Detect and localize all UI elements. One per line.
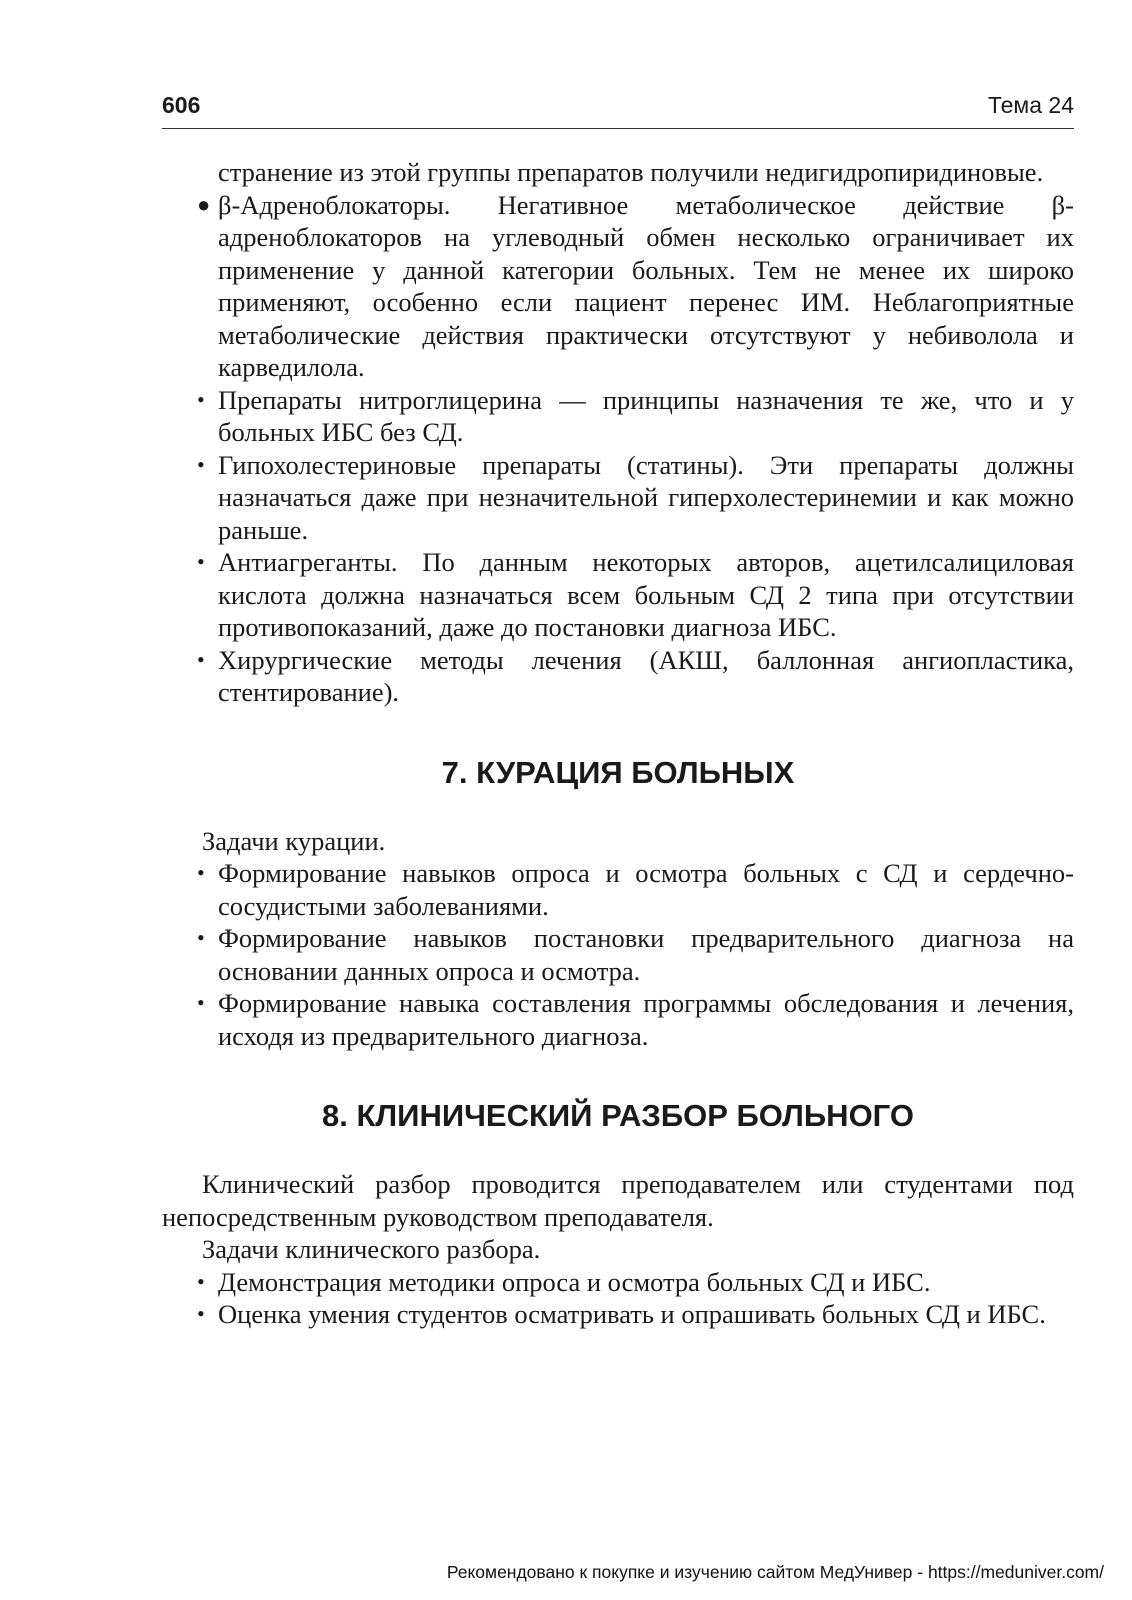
- bullet-icon: •: [197, 451, 205, 477]
- list-item: [162, 857, 1074, 922]
- list-item: [162, 546, 1074, 644]
- list-item-text: Препараты нитроглицерина — принципы назначения те же, что и у больных ИБС без СД.: [218, 384, 1074, 447]
- list-item-text: Формирование навыков опроса и осмотра больных с СД и сердечно-сосудистыми заболеваниями.: [218, 858, 1074, 921]
- list-item: [162, 449, 1074, 547]
- bullet-icon: •: [197, 549, 205, 574]
- page-header: [162, 88, 1074, 129]
- list-item-text: Оценка умения студентов осматривать и опрашивать больных СД и ИБС.: [218, 1299, 1046, 1329]
- running-head: Тема 24: [987, 92, 1074, 118]
- section-7-bullet-list: [162, 857, 1074, 1052]
- list-item: [162, 1266, 1074, 1299]
- section-8-bullet-list: [162, 1266, 1074, 1331]
- page-number: 606: [162, 92, 201, 118]
- bullet-icon: •: [197, 386, 205, 412]
- bullet-icon: •: [197, 1301, 205, 1326]
- list-item: [162, 987, 1074, 1052]
- intro-continuation: странение из этой группы препаратов получили недигидропиридиновые.: [218, 157, 1044, 187]
- bullet-icon: •: [197, 860, 205, 885]
- list-item: [162, 922, 1074, 987]
- bullet-icon: •: [197, 646, 205, 672]
- footer-link[interactable]: Рекомендовано к покупке и изучению сайтом МедУнивер - https://meduniver.com/: [446, 1562, 1104, 1582]
- section-8-lead: Задачи клинического разбора.: [202, 1234, 541, 1264]
- list-item: [162, 1298, 1074, 1331]
- section-8-title: 8. КЛИНИЧЕСКИЙ РАЗБОР БОЛЬНОГО: [322, 1098, 914, 1133]
- list-item-text: Хирургические методы лечения (АКШ, баллонная ангиопластика, стентирование).: [218, 644, 1074, 707]
- section-7-lead: Задачи курации.: [202, 825, 386, 856]
- top-bullet-list: [162, 189, 1074, 709]
- list-item: [162, 384, 1074, 449]
- list-item-text: Демонстрация методики опроса и осмотра больных СД и ИБС.: [218, 1266, 931, 1297]
- list-item-text: β-Адреноблокаторы. Негативное метаболическое действие β-адреноблокаторов на углеводный обмен несколько ограничивает их применение у данной категории больных. Тем не менее их широко применяют, особенно если пациент перенес ИМ. Неблагоприятные метаболические действия практически отсутствуют у небиволола и карведилола.: [218, 189, 1074, 382]
- list-item: [162, 189, 1074, 384]
- bullet-icon: •: [197, 925, 205, 950]
- bullet-icon: ●: [197, 191, 211, 217]
- list-item-text: Формирование навыков постановки предварительного диагноза на основании данных опроса и осмотра.: [218, 923, 1074, 986]
- bullet-icon: •: [197, 1268, 205, 1294]
- list-item-text: Антиагреганты. По данным некоторых авторов, ацетилсалициловая кислота должна назначаться всем больным СД 2 типа при отсутствии противопоказаний, даже до постановки диагноза ИБС.: [218, 547, 1074, 642]
- list-item: [162, 644, 1074, 709]
- list-item-text: Формирование навыка составления программы обследования и лечения, исходя из предварительного диагноза.: [218, 988, 1074, 1051]
- bullet-icon: •: [197, 990, 205, 1015]
- page-content: [162, 156, 1074, 1331]
- section-7-title: 7. КУРАЦИЯ БОЛЬНЫХ: [441, 754, 795, 790]
- section-8-paragraph: Клинический разбор проводится преподавателем или студентами под непосредственным руководством преподавателя.: [162, 1169, 1074, 1232]
- list-item-text: Гипохолестериновые препараты (статины). Эти препараты должны назначаться даже при незначительной гиперхолестеринемии и как можно раньше.: [218, 449, 1074, 545]
